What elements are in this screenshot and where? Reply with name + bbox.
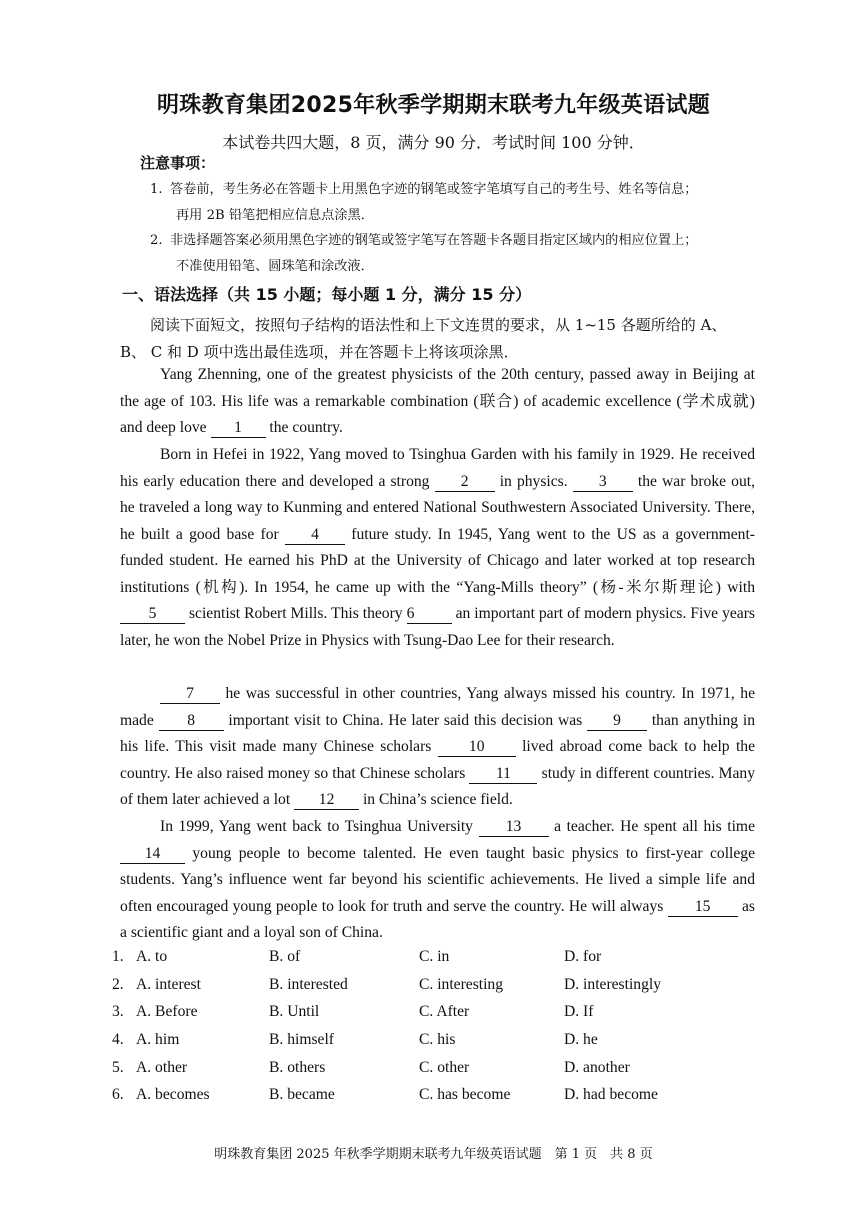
question-number: 5. <box>112 1058 124 1076</box>
option-d: D. had become <box>564 1086 658 1104</box>
passage-text: an important part of modern physics. Five years later, he won the Nobel Prize in Physics with Tsung-Dao Lee for their research. <box>120 605 755 649</box>
passage-text: a teacher. He spent all his time <box>548 818 755 835</box>
option-b: B. interested <box>269 975 348 993</box>
passage-text: as a scientific giant and a loyal son of China. <box>120 897 755 941</box>
blank-12: 12 <box>294 791 359 810</box>
blank-3: 3 <box>573 473 633 492</box>
option-b: B. became <box>269 1086 335 1104</box>
option-d: D. he <box>564 1031 598 1049</box>
option-row <box>112 976 772 1004</box>
passage-text: lived abroad come back to help the country. He also raised money so that Chinese scholars <box>120 738 755 782</box>
section-heading: 一、语法选择（共 15 小题；每小题 1 分，满分 15 分） <box>122 285 532 304</box>
passage-paragraph-4 <box>120 814 755 947</box>
passage-text: In 1999, Yang went back to Tsinghua University <box>160 818 479 835</box>
page-footer: 明珠教育集团 2025 年秋季学期期末联考九年级英语试题 第 1 页 共 8 页 <box>214 1147 653 1162</box>
blank-2: 2 <box>435 473 495 492</box>
instruction-line-1: 阅读下面短文，按照句子结构的语法性和上下文连贯的要求，从 1~15 各题所给的 A、 <box>150 316 727 334</box>
notice-item-1 <box>150 177 765 229</box>
blank-15: 15 <box>668 898 738 917</box>
passage-text: Yang Zhenning, one of the greatest physicists of the 20th century, passed away in Beijing at the age of 103. His life was a remarkable combination (联合) of academic excellence (学术成就) and deep love <box>120 366 755 436</box>
blank-8: 8 <box>159 712 224 731</box>
option-a: A. becomes <box>136 1086 210 1104</box>
passage-paragraph-1 <box>120 362 755 442</box>
question-number: 1. <box>112 948 124 965</box>
option-c: C. other <box>419 1058 470 1076</box>
option-c: C. interesting <box>419 975 504 993</box>
option-b: B. of <box>269 948 301 965</box>
notice-item-number: 1. <box>150 182 163 197</box>
exam-title: 明珠教育集团2025年秋季学期期末联考九年级英语试题 <box>156 93 711 118</box>
question-number: 2. <box>112 975 124 993</box>
passage-text: than anything in his life. This visit made many Chinese scholars <box>120 711 756 755</box>
passage-text: young people to become talented. He even taught basic physics to first-year college students. Yang’s influence went far beyond his scientific achievements. He lived a simple life and often encouraged young people to look for truth and serve the country. He will always <box>120 844 755 915</box>
option-b: B. others <box>269 1058 326 1076</box>
question-number: 6. <box>112 1086 124 1104</box>
option-row <box>112 1003 772 1031</box>
passage-text: in physics. <box>494 472 573 490</box>
blank-1: 1 <box>211 419 266 438</box>
option-c: C. has become <box>419 1086 511 1104</box>
notice-item-continuation: 再用 2B 铅笔把相应信息点涂黑． <box>176 208 374 223</box>
option-d: D. interestingly <box>564 975 662 993</box>
option-d: D. another <box>564 1058 630 1076</box>
blank-14: 14 <box>120 845 185 864</box>
passage-paragraph-3 <box>120 681 755 814</box>
option-b: B. himself <box>269 1031 334 1049</box>
blank-6: 6 <box>407 605 452 624</box>
option-c: C. in <box>419 948 450 965</box>
option-a: A. him <box>136 1031 180 1049</box>
passage-text: in China’s science field. <box>359 791 513 808</box>
blank-7: 7 <box>160 685 220 704</box>
blank-13: 13 <box>479 818 549 837</box>
passage-text: scientist Robert Mills. This theory <box>185 605 407 622</box>
notice-item-2 <box>150 228 765 280</box>
option-a: A. other <box>136 1058 188 1076</box>
option-a: A. Before <box>136 1003 198 1021</box>
question-number: 4. <box>112 1031 124 1049</box>
notice-item-text: 非选择题答案必须用黑色字迹的钢笔或签字笔写在答题卡各题目指定区域内的相应位置上； <box>170 233 698 248</box>
blank-4: 4 <box>285 526 345 545</box>
passage-text: Born in Hefei in 1922, Yang moved to Tsinghua Garden with his family in 1929. He received his early education there and developed a strong <box>120 446 755 490</box>
notice-item-continuation: 不准使用铅笔、圆珠笔和涂改液． <box>176 259 374 274</box>
passage-paragraph-2 <box>120 442 755 654</box>
section-instruction <box>120 312 760 366</box>
notice-item-text: 答卷前，考生务必在答题卡上用黑色字迹的钢笔或签字笔填写自己的考生号、姓名等信息； <box>170 182 698 197</box>
options-list <box>112 948 772 1114</box>
blank-5: 5 <box>120 605 185 624</box>
passage-text: important visit to China. He later said this decision was <box>223 711 588 729</box>
passage-text: the country. <box>265 419 343 436</box>
option-c: C. his <box>419 1031 456 1049</box>
option-b: B. Until <box>269 1003 320 1021</box>
passage-text: the war broke out, he traveled a long way to Kunming and entered National Southwestern Associated University. There, he built a good base for <box>120 472 755 543</box>
notice-heading: 注意事项： <box>140 154 216 172</box>
option-a: A. interest <box>136 975 201 993</box>
notice-item-number: 2. <box>150 233 163 248</box>
option-d: D. If <box>564 1003 594 1021</box>
blank-9: 9 <box>587 712 647 731</box>
option-row <box>112 1086 772 1114</box>
option-a: A. to <box>136 948 168 965</box>
exam-subtitle: 本试卷共四大题，8 页，满分 90 分．考试时间 100 分钟． <box>222 133 645 152</box>
blank-10: 10 <box>438 738 516 757</box>
option-row <box>112 1059 772 1087</box>
option-d: D. for <box>564 948 602 965</box>
passage-text: future study. In 1945, Yang went to the US as a government-funded student. He earned his PhD at the University of Chicago and later worked at top research institutions (机构). In 1954, he came up with the “Yang-Mills theory” (杨-米尔斯理论) with <box>120 525 755 596</box>
option-row <box>112 1031 772 1059</box>
passage-text: he was successful in other countries, Yang always missed his country. In 1971, he made <box>120 685 755 729</box>
instruction-line-2: B、 C 和 D 项中选出最佳选项，并在答题卡上将该项涂黑． <box>120 343 519 361</box>
passage-text: study in different countries. Many of them later achieved a lot <box>120 764 755 808</box>
question-number: 3. <box>112 1003 124 1021</box>
option-c: C. After <box>419 1003 470 1021</box>
option-row <box>112 948 772 976</box>
blank-11: 11 <box>469 765 537 784</box>
